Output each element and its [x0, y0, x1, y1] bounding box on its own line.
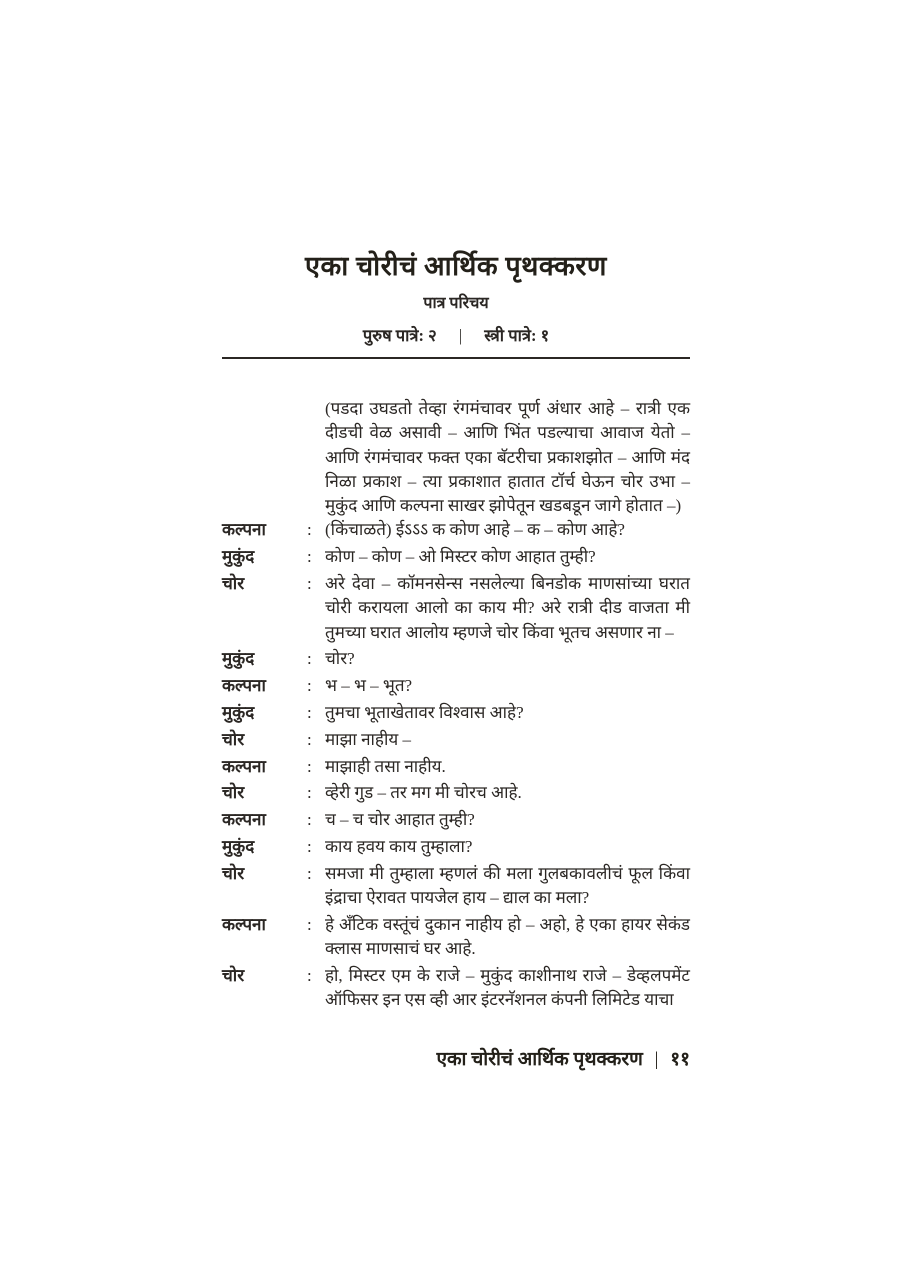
- speaker-colon: :: [307, 966, 312, 986]
- speaker-colon: :: [307, 574, 312, 594]
- speaker-name: कल्पना: [222, 676, 266, 696]
- dialogue-text: च – च चोर आहात तुम्ही?: [325, 810, 475, 830]
- dialogue-text: अरे देवा – कॉमनसेन्स नसलेल्या बिनडोक माणसांच्या घरात चोरी करायला आलो का काय मी? अरे रात्री दीड वाजता मी तुमच्या घरात आलोय म्हणजे चोर किंवा भूतच असणार ना –: [325, 574, 690, 642]
- speaker-name: कल्पना: [222, 520, 266, 540]
- speaker-name: चोर: [222, 783, 245, 803]
- footer-divider: |: [654, 1048, 659, 1070]
- dialogue-text: हे अँटिक वस्तूंचं दुकान नाहीय हो – अहो, हे एका हायर सेकंड क्लास माणसाचं घर आहे.: [325, 914, 690, 959]
- speaker-name: कल्पना: [222, 756, 266, 776]
- speaker-colon: :: [307, 863, 312, 883]
- speaker-colon: :: [307, 837, 312, 857]
- dialogue-text: कोण – कोण – ओ मिस्टर कोण आहात तुम्ही?: [325, 547, 596, 567]
- dialogue-text: माझाही तसा नाहीय.: [325, 756, 446, 776]
- play-title: एका चोरीचं आर्थिक पृथक्करण: [305, 251, 607, 281]
- dialogue-text: हो, मिस्टर एम के राजे – मुकुंद काशीनाथ राजे – डेव्हलपमेंट ऑफिसर इन एस व्ही आर इंटरनॅशनल कंपनी लिमिटेड याचा: [325, 966, 690, 1010]
- dialogue-row: [222, 808, 690, 832]
- dialogue-text: चोर?: [325, 649, 355, 669]
- stage-direction: (पडदा उघडतो तेव्हा रंगमंचावर पूर्ण अंधार आहे – रात्री एक दीडची वेळ असावी – आणि भिंत पडल्याचा आवाज येतो – आणि रंगमंचावर फक्त एका बॅटरीचा प्रकाशझोत – आणि मंद निळा प्रकाश – त्या प्रकाशात हातात टॉर्च घेऊन चोर उभा – मुकुंद आणि कल्पना साखर झोपेतून खडबडून जागे होतात –): [325, 399, 690, 516]
- speaker-colon: :: [307, 914, 312, 934]
- speaker-name: मुकुंद: [222, 649, 255, 669]
- dialogue-list: [222, 518, 690, 1012]
- dialogue-text: माझा नाहीय –: [325, 729, 411, 749]
- speaker-name: चोर: [222, 729, 245, 749]
- dialogue-row: [222, 755, 690, 779]
- text-block: [222, 248, 690, 1073]
- dialogue-row: [222, 913, 690, 962]
- dialogue-row: [222, 728, 690, 752]
- speaker-colon: :: [307, 547, 312, 567]
- dialogue-text: भ – भ – भूत?: [325, 676, 413, 696]
- female-cast-count: स्त्री पात्रे: १: [484, 326, 550, 345]
- male-cast-count: पुरुष पात्रे: २: [362, 326, 437, 345]
- speaker-colon: :: [307, 783, 312, 803]
- speaker-name: मुकुंद: [222, 837, 255, 857]
- cast-divider: |: [458, 326, 463, 345]
- speaker-name: चोर: [222, 966, 245, 986]
- speaker-name: कल्पना: [222, 914, 266, 934]
- speaker-colon: :: [307, 676, 312, 696]
- speaker-colon: :: [307, 756, 312, 776]
- speaker-name: मुकुंद: [222, 703, 255, 723]
- dialogue-row: [222, 545, 690, 569]
- header-rule: [222, 357, 690, 359]
- speaker-colon: :: [307, 520, 312, 540]
- speaker-name: चोर: [222, 574, 245, 594]
- dialogue-text: तुमचा भूताखेतावर विश्वास आहे?: [325, 703, 524, 723]
- dialogue-row: [222, 572, 690, 645]
- speaker-colon: :: [307, 649, 312, 669]
- dialogue-text: व्हेरी गुड – तर मग मी चोरच आहे.: [325, 783, 522, 803]
- dialogue-row: [222, 647, 690, 671]
- cast-count-line: [222, 325, 690, 347]
- dialogue-row: [222, 701, 690, 725]
- dialogue-row: [222, 674, 690, 698]
- dialogue-text: काय हवय काय तुम्हाला?: [325, 837, 473, 857]
- dialogue-row: [222, 964, 690, 1013]
- dialogue-row: [222, 835, 690, 859]
- speaker-colon: :: [307, 810, 312, 830]
- speaker-colon: :: [307, 703, 312, 723]
- dialogue-row: [222, 862, 690, 911]
- speaker-name: कल्पना: [222, 810, 266, 830]
- cast-intro-heading: पात्र परिचय: [423, 295, 489, 312]
- speaker-colon: :: [307, 729, 312, 749]
- page-footer: [222, 1047, 690, 1073]
- speaker-name: चोर: [222, 863, 245, 883]
- page-number: ११: [670, 1048, 690, 1070]
- speaker-name: मुकुंद: [222, 547, 255, 567]
- dialogue-row: [222, 781, 690, 805]
- dialogue-text: समजा मी तुम्हाला म्हणलं की मला गुलबकावलीचं फूल किंवा इंद्राचा ऐरावत पायजेल हाय – द्याल का मला?: [325, 863, 690, 908]
- footer-running-title: एका चोरीचं आर्थिक पृथक्करण: [436, 1048, 643, 1070]
- dialogue-text: (किंचाळते) ईऽऽऽ क कोण आहे – क – कोण आहे?: [325, 520, 625, 540]
- dialogue-row: [222, 518, 690, 542]
